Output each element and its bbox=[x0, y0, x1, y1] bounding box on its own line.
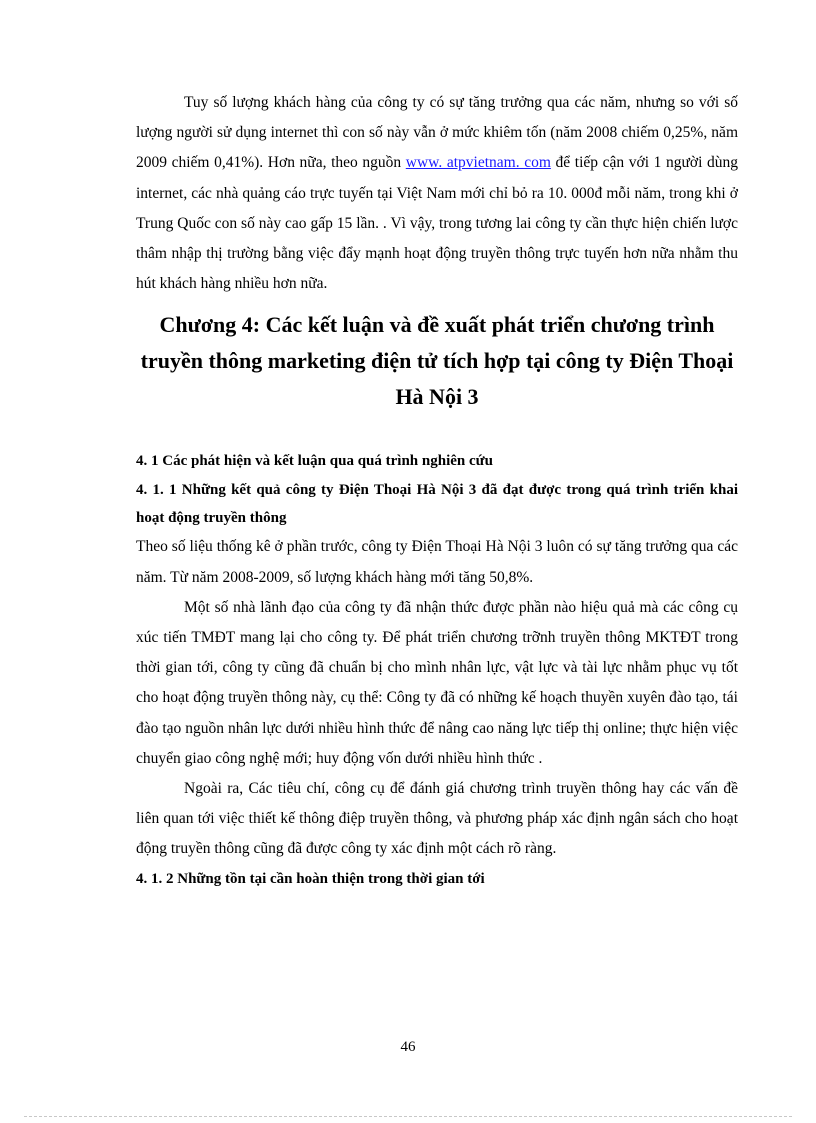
paragraph-customer-growth bbox=[136, 88, 738, 299]
paragraph-statistics: Theo số liệu thống kê ở phần trước, công ty Điện Thoại Hà Nội 3 luôn có sự tăng trưởng qua các năm. Từ năm 2008-2009, số lượng khách hàng mới tăng 50,8%. bbox=[136, 538, 738, 586]
section-heading-4-1-2: 4. 1. 2 Những tồn tại cần hoàn thiện trong thời gian tới bbox=[136, 870, 485, 887]
paragraph-text-before-link: Tuy số lượng khách hàng của công ty có sự tăng trưởng qua các năm, nhưng so với số lượng người sử dụng internet thì con số này vẫn ở mức khiêm tốn (năm 2008 chiếm 0,25%, năm 2009 chiếm 0,41%). Hơn nữa, theo nguồn bbox=[136, 94, 738, 172]
page-number: 46 bbox=[400, 1039, 416, 1055]
section-heading-4-1-1: 4. 1. 1 Những kết quả công ty Điện Thoại Hà Nội 3 đã đạt được trong quá trình triển khai hoạt động truyền thông bbox=[136, 482, 738, 527]
page-content bbox=[136, 88, 738, 894]
paragraph-leadership: Một số nhà lãnh đạo của công ty đã nhận thức được phần nào hiệu quả mà các công cụ xúc tiến TMĐT mang lại cho công ty. Để phát triển chương trỡnh truyền thông MKTĐT trong thời gian tới, công ty cũng đã chuẩn bị cho mình nhân lực, vật lực và tài lực nhằm phục vụ tốt cho hoạt động truyền thông này, cụ thể: Công ty đã có những kế hoạch thuyền xuyên đào tạo, tái đào tạo nguồn nhân lực dưới nhiều hình thức để nâng cao năng lực tiếp thị online; thực hiện việc chuyển giao công nghệ mới; huy động vốn dưới nhiều hình thức . bbox=[136, 598, 738, 767]
page-bottom-divider bbox=[24, 1116, 792, 1117]
source-link[interactable]: www. atpvietnam. com bbox=[405, 154, 551, 172]
paragraph-text-after-link: để tiếp cận với 1 người dùng internet, các nhà quảng cáo trực tuyến tại Việt Nam mới chỉ bỏ ra 10. 000đ mỗi năm, trong khi ở Trung Quốc con số này cao gấp 15 lần. . Vì vậy, trong tương lai công ty cần thực hiện chiến lược thâm nhập thị trường bằng việc đẩy mạnh hoạt động truyền thông trực tuyến hơn nữa nhằm thu hút khách hàng nhiều hơn nữa. bbox=[136, 154, 739, 293]
paragraph-criteria: Ngoài ra, Các tiêu chí, công cụ để đánh giá chương trình truyền thông hay các vấn đề liên quan tới việc thiết kế thông điệp truyền thông, và phương pháp xác định ngân sách cho hoạt động truyền thông cũng đã được công ty xác định một cách rõ ràng. bbox=[136, 780, 738, 858]
section-heading-4-1: 4. 1 Các phát hiện và kết luận qua quá trình nghiên cứu bbox=[136, 453, 494, 470]
chapter-title: Chương 4: Các kết luận và đề xuất phát triển chương trình truyền thông marketing điện tử tích hợp tại công ty Điện Thoại Hà Nội 3 bbox=[140, 312, 734, 410]
